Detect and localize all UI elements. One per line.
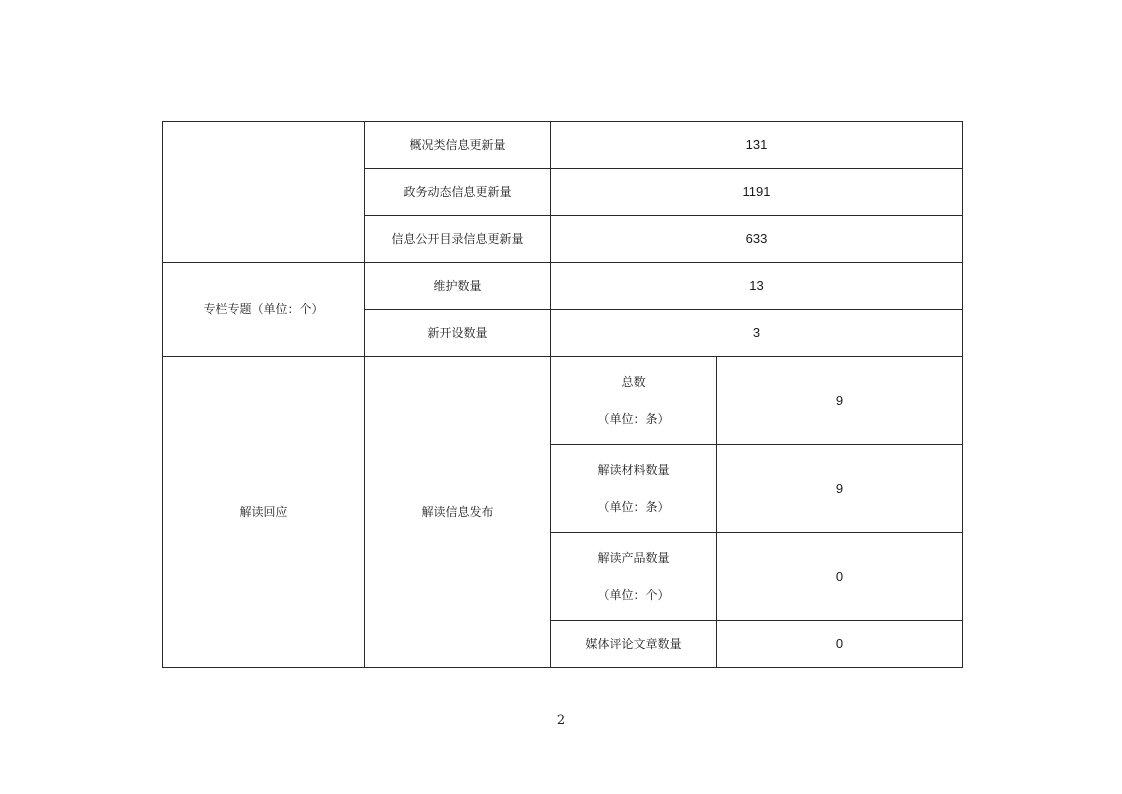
table-row bbox=[163, 122, 963, 169]
government-info-stats-table bbox=[162, 121, 963, 668]
row-label bbox=[551, 445, 717, 533]
row-value: 9 bbox=[717, 445, 963, 533]
row-label: 概况类信息更新量 bbox=[365, 122, 551, 169]
row-label: 政务动态信息更新量 bbox=[365, 169, 551, 216]
row-value: 9 bbox=[717, 357, 963, 445]
row-label: 信息公开目录信息更新量 bbox=[365, 216, 551, 263]
row-value: 0 bbox=[717, 621, 963, 668]
interpretation-subcategory-cell: 解读信息发布 bbox=[365, 357, 551, 668]
row-value: 0 bbox=[717, 533, 963, 621]
table-row bbox=[163, 357, 963, 445]
row-label-unit: （单位：个） bbox=[597, 587, 670, 602]
row-label-text: 总数 bbox=[621, 375, 646, 390]
row-value: 1191 bbox=[551, 169, 963, 216]
row-label: 新开设数量 bbox=[365, 310, 551, 357]
row-label bbox=[551, 533, 717, 621]
table-row bbox=[163, 263, 963, 310]
row-label-text: 解读产品数量 bbox=[597, 551, 670, 566]
columns-category-cell: 专栏专题（单位：个） bbox=[163, 263, 365, 357]
row-label: 媒体评论文章数量 bbox=[551, 621, 717, 668]
row-label: 维护数量 bbox=[365, 263, 551, 310]
interpretation-category-cell: 解读回应 bbox=[163, 357, 365, 668]
page-number: 2 bbox=[556, 713, 566, 728]
row-value: 131 bbox=[551, 122, 963, 169]
row-value: 13 bbox=[551, 263, 963, 310]
row-label-text: 解读材料数量 bbox=[597, 463, 670, 478]
row-label-unit: （单位：条） bbox=[597, 499, 670, 514]
row-value: 633 bbox=[551, 216, 963, 263]
empty-category-cell bbox=[163, 122, 365, 263]
row-label-unit: （单位：条） bbox=[597, 411, 670, 426]
row-label bbox=[551, 357, 717, 445]
row-value: 3 bbox=[551, 310, 963, 357]
